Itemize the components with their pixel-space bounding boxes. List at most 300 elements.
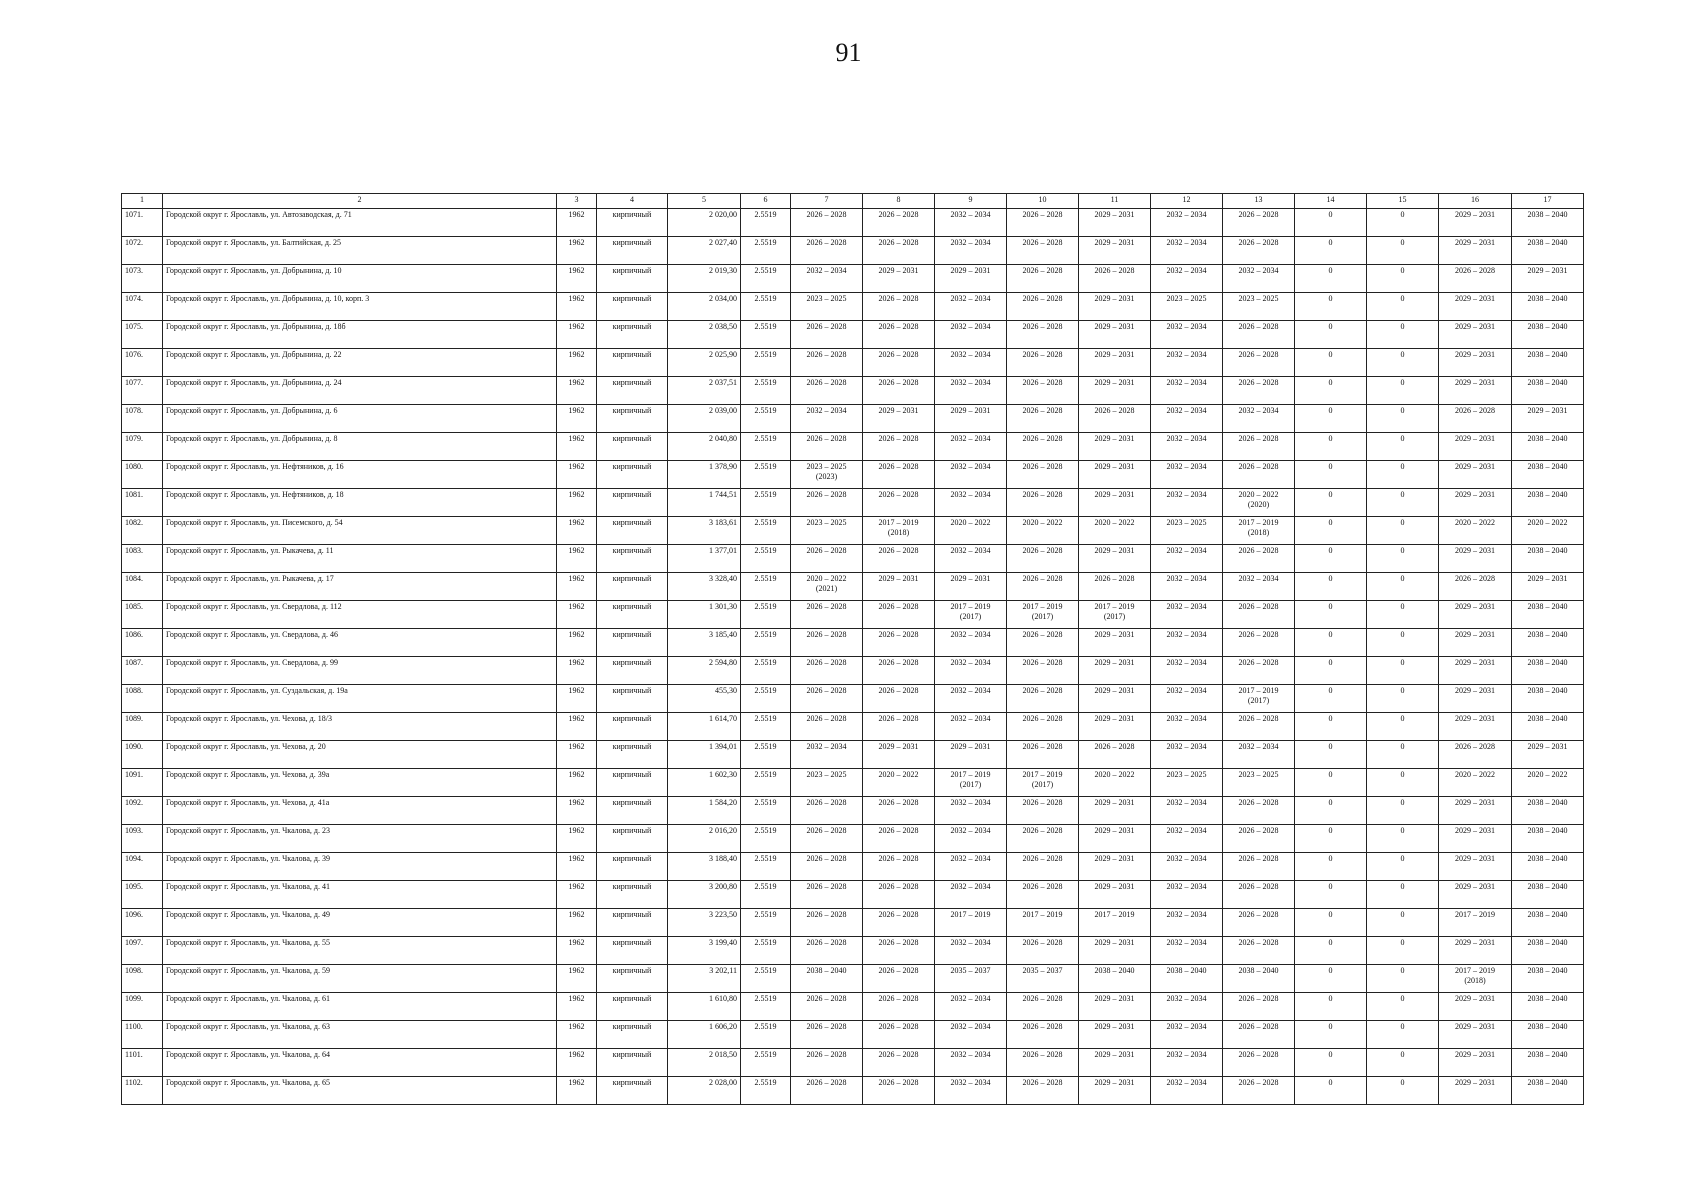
table-cell-col-8: 2026 – 2028: [863, 937, 935, 965]
table-cell-col-15: 0: [1367, 713, 1439, 741]
table-cell-col-3: 1962: [557, 965, 597, 993]
table-cell-col-6: 2.5519: [741, 1021, 791, 1049]
table-cell-col-3: 1962: [557, 545, 597, 573]
table-cell-col-15: 0: [1367, 685, 1439, 713]
table-cell-col-16: 2029 – 2031: [1439, 825, 1512, 853]
table-cell-col-1: 1080.: [122, 461, 163, 489]
table-cell-col-4: кирпичный: [597, 797, 668, 825]
table-cell-col-13: 2026 – 2028: [1223, 881, 1295, 909]
table-cell-col-13: 2026 – 2028: [1223, 461, 1295, 489]
table-cell-col-13: 2023 – 2025: [1223, 293, 1295, 321]
table-cell-col-10: 2035 – 2037: [1007, 965, 1079, 993]
table-cell-col-2: Городской округ г. Ярославль, ул. Чкалова, д. 64: [163, 1049, 557, 1077]
column-header-11: 11: [1079, 194, 1151, 209]
table-cell-col-17: 2038 – 2040: [1512, 685, 1584, 713]
table-cell-col-13: 2026 – 2028: [1223, 629, 1295, 657]
table-cell-col-11: 2029 – 2031: [1079, 853, 1151, 881]
table-cell-col-13: 2017 – 2019 (2018): [1223, 517, 1295, 545]
table-cell-col-1: 1083.: [122, 545, 163, 573]
table-cell-col-5: 2 025,90: [668, 349, 741, 377]
table-cell-col-16: 2029 – 2031: [1439, 1021, 1512, 1049]
table-cell-col-5: 2 038,50: [668, 321, 741, 349]
table-cell-col-11: 2029 – 2031: [1079, 629, 1151, 657]
table-cell-col-17: 2038 – 2040: [1512, 825, 1584, 853]
table-cell-col-3: 1962: [557, 993, 597, 1021]
table-cell-col-7: 2026 – 2028: [791, 685, 863, 713]
table-cell-col-8: 2026 – 2028: [863, 853, 935, 881]
table-cell-col-16: 2029 – 2031: [1439, 713, 1512, 741]
table-cell-col-13: 2026 – 2028: [1223, 349, 1295, 377]
table-cell-col-13: 2032 – 2034: [1223, 741, 1295, 769]
table-cell-col-1: 1071.: [122, 209, 163, 237]
table-cell-col-16: 2017 – 2019 (2018): [1439, 965, 1512, 993]
table-cell-col-3: 1962: [557, 517, 597, 545]
table-cell-col-8: 2026 – 2028: [863, 657, 935, 685]
table-cell-col-2: Городской округ г. Ярославль, ул. Добрынина, д. 24: [163, 377, 557, 405]
table-cell-col-17: 2038 – 2040: [1512, 489, 1584, 517]
table-cell-col-17: 2038 – 2040: [1512, 853, 1584, 881]
table-cell-col-12: 2032 – 2034: [1151, 1049, 1223, 1077]
table-cell-col-5: 1 602,30: [668, 769, 741, 797]
table-cell-col-5: 1 744,51: [668, 489, 741, 517]
table-cell-col-2: Городской округ г. Ярославль, ул. Свердлова, д. 99: [163, 657, 557, 685]
table-cell-col-14: 0: [1295, 993, 1367, 1021]
table-cell-col-12: 2032 – 2034: [1151, 209, 1223, 237]
table-cell-col-17: 2038 – 2040: [1512, 909, 1584, 937]
table-cell-col-14: 0: [1295, 825, 1367, 853]
table-cell-col-9: 2035 – 2037: [935, 965, 1007, 993]
table-cell-col-2: Городской округ г. Ярославль, ул. Свердлова, д. 46: [163, 629, 557, 657]
table-cell-col-9: 2032 – 2034: [935, 237, 1007, 265]
column-header-12: 12: [1151, 194, 1223, 209]
table-cell-col-7: 2026 – 2028: [791, 601, 863, 629]
table-cell-col-4: кирпичный: [597, 461, 668, 489]
table-cell-col-12: 2023 – 2025: [1151, 517, 1223, 545]
table-cell-col-8: 2026 – 2028: [863, 545, 935, 573]
table-cell-col-15: 0: [1367, 405, 1439, 433]
table-cell-col-5: 3 199,40: [668, 937, 741, 965]
table-cell-col-3: 1962: [557, 265, 597, 293]
table-cell-col-15: 0: [1367, 517, 1439, 545]
table-cell-col-10: 2017 – 2019 (2017): [1007, 601, 1079, 629]
table-cell-col-12: 2032 – 2034: [1151, 377, 1223, 405]
table-cell-col-7: 2026 – 2028: [791, 629, 863, 657]
table-cell-col-16: 2017 – 2019: [1439, 909, 1512, 937]
table-cell-col-8: 2026 – 2028: [863, 1021, 935, 1049]
column-header-17: 17: [1512, 194, 1584, 209]
table-cell-col-15: 0: [1367, 573, 1439, 601]
table-cell-col-1: 1102.: [122, 1077, 163, 1105]
table-cell-col-9: 2017 – 2019: [935, 909, 1007, 937]
table-cell-col-4: кирпичный: [597, 489, 668, 517]
table-cell-col-8: 2026 – 2028: [863, 629, 935, 657]
table-cell-col-3: 1962: [557, 573, 597, 601]
table-cell-col-1: 1076.: [122, 349, 163, 377]
table-cell-col-10: 2026 – 2028: [1007, 377, 1079, 405]
table-cell-col-6: 2.5519: [741, 377, 791, 405]
table-cell-col-15: 0: [1367, 545, 1439, 573]
table-cell-col-1: 1095.: [122, 881, 163, 909]
table-cell-col-8: 2026 – 2028: [863, 349, 935, 377]
table-cell-col-16: 2029 – 2031: [1439, 629, 1512, 657]
table-cell-col-1: 1092.: [122, 797, 163, 825]
page-number: 91: [835, 38, 862, 67]
table-cell-col-15: 0: [1367, 629, 1439, 657]
table-cell-col-5: 1 378,90: [668, 461, 741, 489]
table-cell-col-2: Городской округ г. Ярославль, ул. Добрынина, д. 10, корп. 3: [163, 293, 557, 321]
table-cell-col-8: 2026 – 2028: [863, 433, 935, 461]
table-cell-col-10: 2026 – 2028: [1007, 713, 1079, 741]
table-cell-col-8: 2026 – 2028: [863, 377, 935, 405]
table-cell-col-2: Городской округ г. Ярославль, ул. Чехова, д. 39а: [163, 769, 557, 797]
table-cell-col-10: 2026 – 2028: [1007, 265, 1079, 293]
table-cell-col-17: 2038 – 2040: [1512, 601, 1584, 629]
table-cell-col-15: 0: [1367, 1077, 1439, 1105]
table-cell-col-14: 0: [1295, 769, 1367, 797]
table-cell-col-13: 2026 – 2028: [1223, 237, 1295, 265]
table-cell-col-13: 2026 – 2028: [1223, 937, 1295, 965]
table-cell-col-2: Городской округ г. Ярославль, ул. Добрынина, д. 8: [163, 433, 557, 461]
table-cell-col-3: 1962: [557, 321, 597, 349]
table-cell-col-4: кирпичный: [597, 685, 668, 713]
table-cell-col-6: 2.5519: [741, 573, 791, 601]
table-cell-col-8: 2026 – 2028: [863, 993, 935, 1021]
table-cell-col-9: 2032 – 2034: [935, 797, 1007, 825]
table-cell-col-7: 2038 – 2040: [791, 965, 863, 993]
table-cell-col-13: 2026 – 2028: [1223, 825, 1295, 853]
table-cell-col-11: 2029 – 2031: [1079, 293, 1151, 321]
table-cell-col-11: 2029 – 2031: [1079, 545, 1151, 573]
table-cell-col-2: Городской округ г. Ярославль, ул. Чкалова, д. 59: [163, 965, 557, 993]
table-cell-col-2: Городской округ г. Ярославль, ул. Автозаводская, д. 71: [163, 209, 557, 237]
table-row: [122, 321, 1584, 349]
table-cell-col-4: кирпичный: [597, 601, 668, 629]
table-row: [122, 405, 1584, 433]
table-cell-col-9: 2032 – 2034: [935, 993, 1007, 1021]
table-cell-col-7: 2032 – 2034: [791, 405, 863, 433]
table-cell-col-12: 2032 – 2034: [1151, 993, 1223, 1021]
table-cell-col-16: 2029 – 2031: [1439, 685, 1512, 713]
table-cell-col-11: 2026 – 2028: [1079, 405, 1151, 433]
table-cell-col-17: 2038 – 2040: [1512, 1021, 1584, 1049]
table-cell-col-4: кирпичный: [597, 265, 668, 293]
table-cell-col-12: 2032 – 2034: [1151, 601, 1223, 629]
table-cell-col-9: 2032 – 2034: [935, 853, 1007, 881]
table-cell-col-4: кирпичный: [597, 545, 668, 573]
table-cell-col-1: 1088.: [122, 685, 163, 713]
table-cell-col-11: 2026 – 2028: [1079, 573, 1151, 601]
table-cell-col-6: 2.5519: [741, 405, 791, 433]
table-cell-col-17: 2038 – 2040: [1512, 629, 1584, 657]
table-cell-col-9: 2032 – 2034: [935, 1021, 1007, 1049]
table-cell-col-6: 2.5519: [741, 517, 791, 545]
table-cell-col-3: 1962: [557, 601, 597, 629]
table-cell-col-6: 2.5519: [741, 685, 791, 713]
table-cell-col-9: 2032 – 2034: [935, 293, 1007, 321]
table-cell-col-4: кирпичный: [597, 377, 668, 405]
table-row: [122, 825, 1584, 853]
table-cell-col-15: 0: [1367, 489, 1439, 517]
table-cell-col-8: 2020 – 2022: [863, 769, 935, 797]
table-cell-col-7: 2026 – 2028: [791, 1021, 863, 1049]
table-row: [122, 629, 1584, 657]
table-cell-col-17: 2029 – 2031: [1512, 405, 1584, 433]
table-cell-col-3: 1962: [557, 881, 597, 909]
table-cell-col-17: 2029 – 2031: [1512, 573, 1584, 601]
housing-table: [121, 193, 1584, 1105]
table-cell-col-16: 2029 – 2031: [1439, 853, 1512, 881]
table-body: [122, 209, 1584, 1105]
table-cell-col-2: Городской округ г. Ярославль, ул. Чкалова, д. 41: [163, 881, 557, 909]
table-cell-col-17: 2029 – 2031: [1512, 265, 1584, 293]
table-cell-col-7: 2026 – 2028: [791, 1049, 863, 1077]
table-cell-col-10: 2026 – 2028: [1007, 853, 1079, 881]
table-cell-col-12: 2032 – 2034: [1151, 349, 1223, 377]
table-cell-col-2: Городской округ г. Ярославль, ул. Рыкачева, д. 11: [163, 545, 557, 573]
column-header-8: 8: [863, 194, 935, 209]
table-row: [122, 741, 1584, 769]
table-cell-col-4: кирпичный: [597, 405, 668, 433]
table-row: [122, 545, 1584, 573]
table-cell-col-6: 2.5519: [741, 461, 791, 489]
table-cell-col-12: 2032 – 2034: [1151, 433, 1223, 461]
table-cell-col-5: 3 185,40: [668, 629, 741, 657]
table-cell-col-2: Городской округ г. Ярославль, ул. Чкалова, д. 63: [163, 1021, 557, 1049]
table-cell-col-4: кирпичный: [597, 657, 668, 685]
table-cell-col-14: 0: [1295, 713, 1367, 741]
table-cell-col-17: 2038 – 2040: [1512, 881, 1584, 909]
table-cell-col-1: 1094.: [122, 853, 163, 881]
table-cell-col-1: 1084.: [122, 573, 163, 601]
table-cell-col-12: 2032 – 2034: [1151, 741, 1223, 769]
table-cell-col-5: 2 040,80: [668, 433, 741, 461]
table-cell-col-5: 3 183,61: [668, 517, 741, 545]
table-cell-col-15: 0: [1367, 349, 1439, 377]
table-cell-col-13: 2026 – 2028: [1223, 321, 1295, 349]
table-cell-col-9: 2032 – 2034: [935, 321, 1007, 349]
table-cell-col-13: 2026 – 2028: [1223, 853, 1295, 881]
table-cell-col-16: 2029 – 2031: [1439, 1077, 1512, 1105]
table-cell-col-4: кирпичный: [597, 629, 668, 657]
table-cell-col-8: 2026 – 2028: [863, 797, 935, 825]
column-header-9: 9: [935, 194, 1007, 209]
table-cell-col-15: 0: [1367, 377, 1439, 405]
table-cell-col-2: Городской округ г. Ярославль, ул. Нефтяников, д. 18: [163, 489, 557, 517]
table-cell-col-14: 0: [1295, 489, 1367, 517]
table-cell-col-17: 2038 – 2040: [1512, 797, 1584, 825]
table-cell-col-2: Городской округ г. Ярославль, ул. Добрынина, д. 10: [163, 265, 557, 293]
table-cell-col-14: 0: [1295, 853, 1367, 881]
table-cell-col-12: 2032 – 2034: [1151, 265, 1223, 293]
table-cell-col-7: 2026 – 2028: [791, 377, 863, 405]
table-cell-col-16: 2029 – 2031: [1439, 321, 1512, 349]
table-cell-col-8: 2026 – 2028: [863, 209, 935, 237]
table-row: [122, 489, 1584, 517]
table-cell-col-7: 2023 – 2025: [791, 769, 863, 797]
table-cell-col-16: 2029 – 2031: [1439, 993, 1512, 1021]
table-cell-col-6: 2.5519: [741, 293, 791, 321]
table-cell-col-11: 2029 – 2031: [1079, 209, 1151, 237]
table-cell-col-4: кирпичный: [597, 321, 668, 349]
table-cell-col-10: 2020 – 2022: [1007, 517, 1079, 545]
table-cell-col-12: 2032 – 2034: [1151, 489, 1223, 517]
table-row: [122, 965, 1584, 993]
table-cell-col-2: Городской округ г. Ярославль, ул. Чкалова, д. 55: [163, 937, 557, 965]
table-cell-col-3: 1962: [557, 209, 597, 237]
table-cell-col-12: 2032 – 2034: [1151, 657, 1223, 685]
table-cell-col-1: 1101.: [122, 1049, 163, 1077]
table-row: [122, 909, 1584, 937]
table-cell-col-2: Городской округ г. Ярославль, ул. Добрынина, д. 6: [163, 405, 557, 433]
table-cell-col-11: 2029 – 2031: [1079, 825, 1151, 853]
column-header-16: 16: [1439, 194, 1512, 209]
table-cell-col-8: 2029 – 2031: [863, 741, 935, 769]
table-cell-col-2: Городской округ г. Ярославль, ул. Чехова, д. 20: [163, 741, 557, 769]
table-cell-col-6: 2.5519: [741, 1077, 791, 1105]
table-cell-col-9: 2029 – 2031: [935, 741, 1007, 769]
table-cell-col-1: 1093.: [122, 825, 163, 853]
table-cell-col-16: 2026 – 2028: [1439, 741, 1512, 769]
table-cell-col-11: 2029 – 2031: [1079, 937, 1151, 965]
table-cell-col-13: 2026 – 2028: [1223, 993, 1295, 1021]
table-cell-col-6: 2.5519: [741, 209, 791, 237]
table-cell-col-5: 1 584,20: [668, 797, 741, 825]
table-cell-col-7: 2026 – 2028: [791, 937, 863, 965]
table-cell-col-14: 0: [1295, 517, 1367, 545]
table-cell-col-13: 2026 – 2028: [1223, 1049, 1295, 1077]
table-cell-col-14: 0: [1295, 1021, 1367, 1049]
table-cell-col-17: 2038 – 2040: [1512, 433, 1584, 461]
table-cell-col-11: 2029 – 2031: [1079, 461, 1151, 489]
table-cell-col-3: 1962: [557, 657, 597, 685]
column-header-14: 14: [1295, 194, 1367, 209]
table-cell-col-17: 2029 – 2031: [1512, 741, 1584, 769]
table-cell-col-1: 1074.: [122, 293, 163, 321]
table-cell-col-12: 2032 – 2034: [1151, 825, 1223, 853]
table-cell-col-3: 1962: [557, 1049, 597, 1077]
table-cell-col-2: Городской округ г. Ярославль, ул. Добрынина, д. 18б: [163, 321, 557, 349]
table-cell-col-3: 1962: [557, 713, 597, 741]
table-cell-col-2: Городской округ г. Ярославль, ул. Писемского, д. 54: [163, 517, 557, 545]
table-cell-col-3: 1962: [557, 769, 597, 797]
table-cell-col-16: 2029 – 2031: [1439, 545, 1512, 573]
table-cell-col-8: 2026 – 2028: [863, 237, 935, 265]
table-cell-col-1: 1100.: [122, 1021, 163, 1049]
table-cell-col-2: Городской округ г. Ярославль, ул. Чкалова, д. 39: [163, 853, 557, 881]
table-cell-col-10: 2026 – 2028: [1007, 237, 1079, 265]
table-cell-col-1: 1086.: [122, 629, 163, 657]
table-cell-col-14: 0: [1295, 293, 1367, 321]
table-cell-col-7: 2032 – 2034: [791, 741, 863, 769]
table-cell-col-5: 2 034,00: [668, 293, 741, 321]
table-cell-col-10: 2026 – 2028: [1007, 321, 1079, 349]
table-header-row: [122, 194, 1584, 209]
table-cell-col-13: 2020 – 2022 (2020): [1223, 489, 1295, 517]
table-cell-col-12: 2032 – 2034: [1151, 321, 1223, 349]
table-row: [122, 685, 1584, 713]
table-cell-col-10: 2026 – 2028: [1007, 405, 1079, 433]
table-cell-col-5: 1 614,70: [668, 713, 741, 741]
table-cell-col-16: 2029 – 2031: [1439, 657, 1512, 685]
table-cell-col-7: 2026 – 2028: [791, 209, 863, 237]
table-cell-col-14: 0: [1295, 573, 1367, 601]
table-cell-col-14: 0: [1295, 881, 1367, 909]
table-cell-col-11: 2029 – 2031: [1079, 349, 1151, 377]
table-cell-col-10: 2026 – 2028: [1007, 573, 1079, 601]
table-cell-col-17: 2038 – 2040: [1512, 1049, 1584, 1077]
table-cell-col-15: 0: [1367, 265, 1439, 293]
table-cell-col-15: 0: [1367, 741, 1439, 769]
table-cell-col-13: 2023 – 2025: [1223, 769, 1295, 797]
table-cell-col-7: 2026 – 2028: [791, 853, 863, 881]
table-cell-col-5: 2 039,00: [668, 405, 741, 433]
table-cell-col-6: 2.5519: [741, 853, 791, 881]
table-cell-col-14: 0: [1295, 937, 1367, 965]
table-cell-col-14: 0: [1295, 685, 1367, 713]
table-cell-col-9: 2032 – 2034: [935, 209, 1007, 237]
table-cell-col-16: 2029 – 2031: [1439, 601, 1512, 629]
table-cell-col-16: 2029 – 2031: [1439, 489, 1512, 517]
table-cell-col-3: 1962: [557, 909, 597, 937]
table-cell-col-11: 2029 – 2031: [1079, 237, 1151, 265]
table-row: [122, 769, 1584, 797]
table-cell-col-17: 2038 – 2040: [1512, 965, 1584, 993]
table-cell-col-12: 2032 – 2034: [1151, 461, 1223, 489]
table-cell-col-7: 2026 – 2028: [791, 433, 863, 461]
table-cell-col-2: Городской округ г. Ярославль, ул. Свердлова, д. 112: [163, 601, 557, 629]
table-cell-col-2: Городской округ г. Ярославль, ул. Рыкачева, д. 17: [163, 573, 557, 601]
table-cell-col-11: 2020 – 2022: [1079, 769, 1151, 797]
table-cell-col-17: 2038 – 2040: [1512, 461, 1584, 489]
table-cell-col-12: 2032 – 2034: [1151, 1077, 1223, 1105]
table-cell-col-2: Городской округ г. Ярославль, ул. Балтийская, д. 25: [163, 237, 557, 265]
table-row: [122, 1077, 1584, 1105]
table-cell-col-3: 1962: [557, 377, 597, 405]
table-cell-col-15: 0: [1367, 1049, 1439, 1077]
table-cell-col-10: 2026 – 2028: [1007, 825, 1079, 853]
table-cell-col-8: 2029 – 2031: [863, 405, 935, 433]
table-row: [122, 461, 1584, 489]
table-cell-col-4: кирпичный: [597, 293, 668, 321]
table-cell-col-7: 2023 – 2025 (2023): [791, 461, 863, 489]
table-cell-col-17: 2038 – 2040: [1512, 349, 1584, 377]
table-cell-col-9: 2032 – 2034: [935, 545, 1007, 573]
table-cell-col-7: 2026 – 2028: [791, 237, 863, 265]
table-cell-col-12: 2032 – 2034: [1151, 573, 1223, 601]
table-cell-col-16: 2020 – 2022: [1439, 769, 1512, 797]
table-cell-col-4: кирпичный: [597, 965, 668, 993]
table-cell-col-9: 2032 – 2034: [935, 825, 1007, 853]
table-cell-col-4: кирпичный: [597, 573, 668, 601]
table-cell-col-7: 2026 – 2028: [791, 657, 863, 685]
table-cell-col-5: 3 202,11: [668, 965, 741, 993]
table-cell-col-6: 2.5519: [741, 741, 791, 769]
table-cell-col-17: 2038 – 2040: [1512, 321, 1584, 349]
table-cell-col-7: 2026 – 2028: [791, 349, 863, 377]
table-cell-col-4: кирпичный: [597, 993, 668, 1021]
table-cell-col-16: 2020 – 2022: [1439, 517, 1512, 545]
table-cell-col-13: 2017 – 2019 (2017): [1223, 685, 1295, 713]
table-cell-col-11: 2029 – 2031: [1079, 1049, 1151, 1077]
table-cell-col-6: 2.5519: [741, 349, 791, 377]
table-cell-col-4: кирпичный: [597, 881, 668, 909]
table-cell-col-14: 0: [1295, 1049, 1367, 1077]
table-cell-col-3: 1962: [557, 293, 597, 321]
table-cell-col-5: 2 019,30: [668, 265, 741, 293]
table-cell-col-9: 2032 – 2034: [935, 937, 1007, 965]
table-cell-col-9: 2032 – 2034: [935, 489, 1007, 517]
table-cell-col-9: 2032 – 2034: [935, 461, 1007, 489]
